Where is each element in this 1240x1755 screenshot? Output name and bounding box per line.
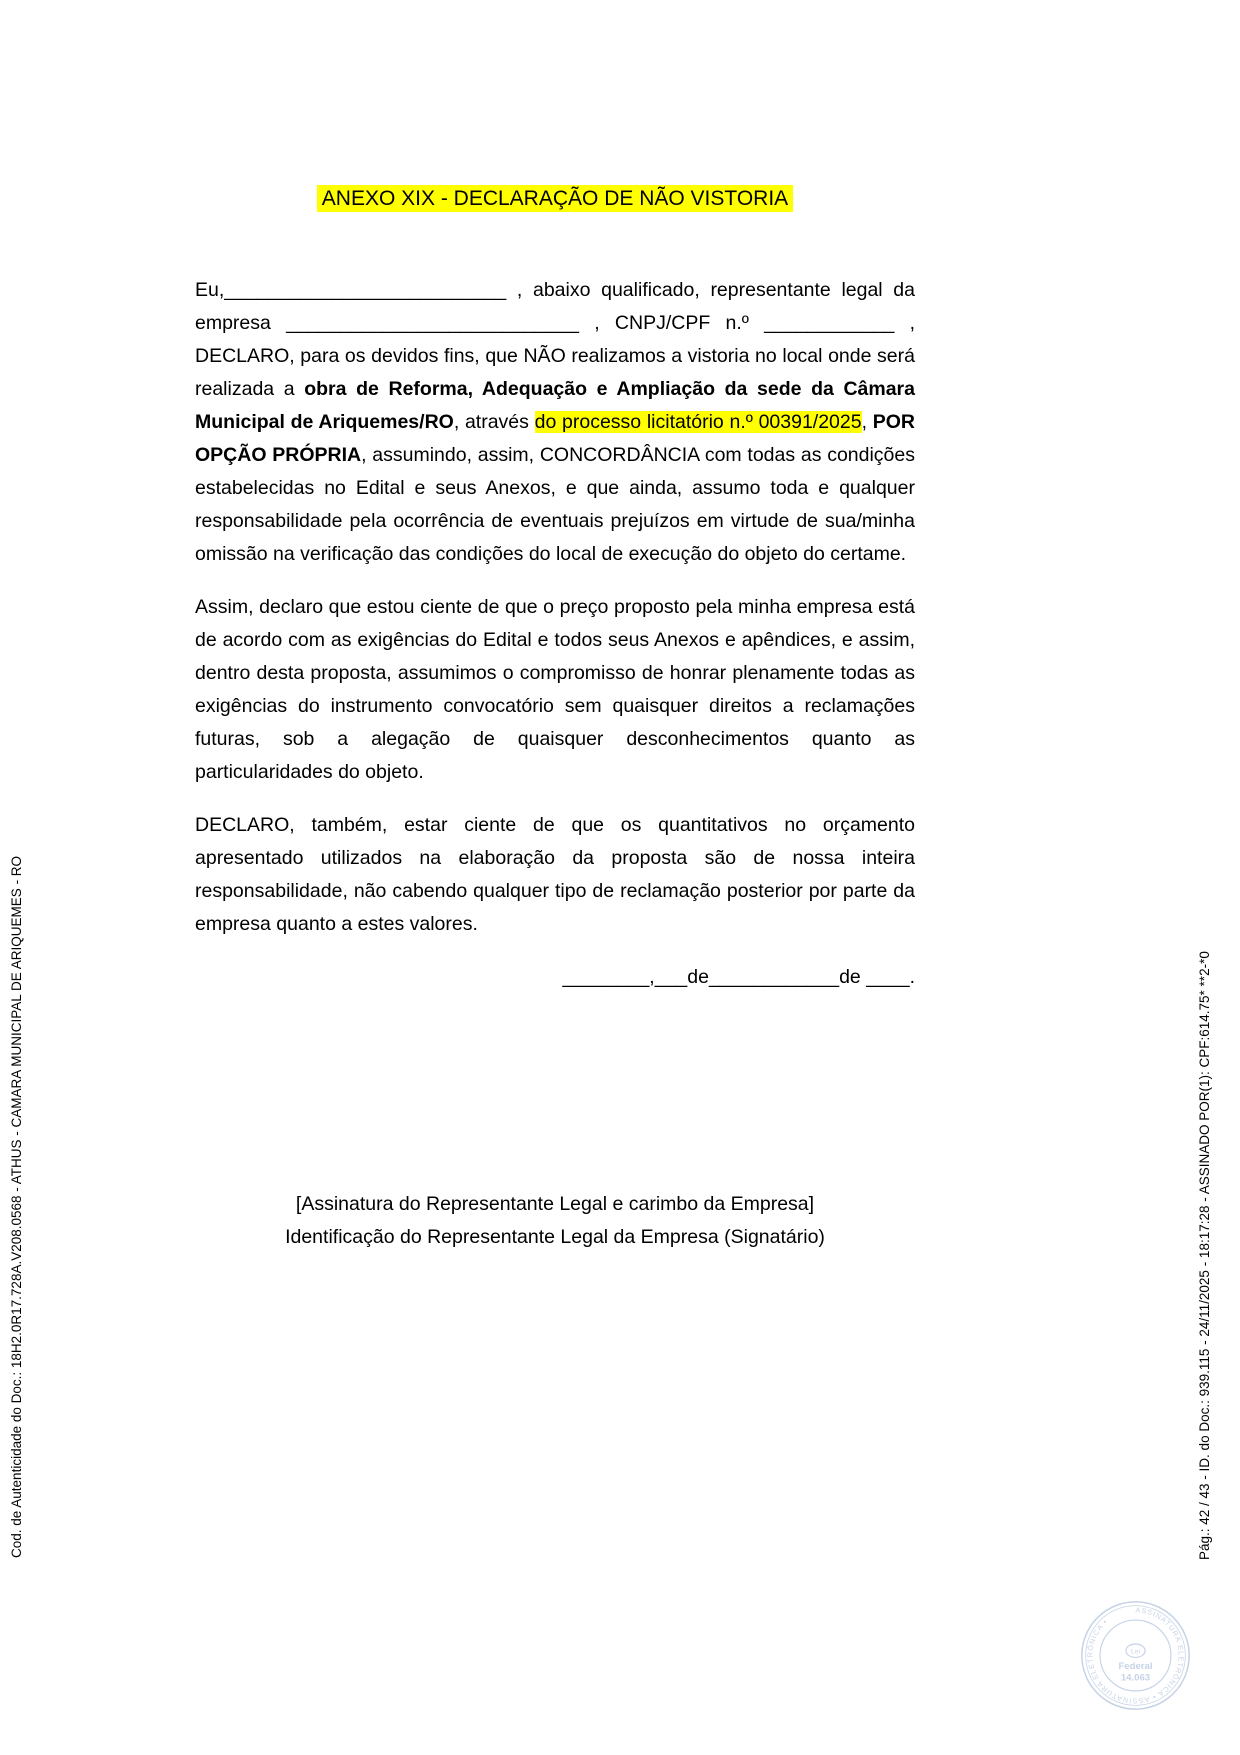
date-blank-line: ________,___de____________de ____. <box>562 966 915 988</box>
p1-opcao-bold-run: POR OPÇÃO PRÓPRIA <box>195 411 915 466</box>
p1-comma-run: , <box>861 411 873 433</box>
p1-atraves-run: , através <box>453 411 535 433</box>
paragraph-price-agreement: Assim, declaro que estou ciente de que o preço proposto pela minha empresa está de acordo com as exigências do Edital e todos seus Anexos e apêndices, e assim, dentro desta proposta, assumimos o compromisso de honrar plenamente todas as exigências do instrumento convocatório sem quaisquer direitos a reclamações futuras, sob a alegação de quaisquer desconhecimentos quanto as particularidades do objeto. <box>195 596 915 783</box>
seal-federal-text: Federal <box>1118 1660 1153 1672</box>
seal-rim-text: ASSINATURA ELETRÔNICA • ASSINATURA ELETRÔNICA • <box>1086 1606 1185 1705</box>
p1-processo-highlight-run: do processo licitatório n.º 00391/2025 <box>534 411 862 433</box>
paragraph-quantities: DECLARO, também, estar ciente de que os quantitativos no orçamento apresentado utilizados na elaboração da proposta são de nossa inteira responsabilidade, não cabendo qualquer tipo de reclamação posterior por parte da empresa quanto a estes valores. <box>195 814 915 935</box>
page-id-signature-vertical-text: Pág.: 42 / 43 - ID. do Doc.: 939.115 - 24/11/2025 - 18:17:28 - ASSINADO POR(1): CPF:614.75* **2-*0 <box>1197 951 1212 1560</box>
document-title: ANEXO XIX - DECLARAÇÃO DE NÃO VISTORIA <box>317 185 793 212</box>
authenticity-code-vertical-text: Cod. de Autenticidade do Doc.: 18H2.0R17.728A.V208.0568 - ATHUS - CAMARA MUNICIPAL DE ARIQUEMES - RO <box>9 855 24 1558</box>
signature-block <box>195 1188 915 1254</box>
p1-obra-bold-run: obra de Reforma, Adequação e Ampliação da sede da Câmara Municipal de Ariquemes/RO <box>195 378 915 433</box>
seal-law-number-text: 14.063 <box>1120 1672 1151 1684</box>
seal-lei-text: Lei <box>1131 1648 1140 1656</box>
electronic-signature-seal-icon <box>1078 1598 1193 1713</box>
document-body <box>195 182 915 1254</box>
signature-line-2: Identificação do Representante Legal da Empresa (Signatário) <box>285 1226 825 1248</box>
paragraph-declaration <box>195 274 915 571</box>
p1-intro-run: Eu,__________________________ , abaixo qualificado, representante legal da empresa ___________________________ , CNPJ/CPF n.º ____________ , DECLARO, para os devidos fins, que NÃO realizamos a vistoria no local onde será realizada a <box>195 279 915 400</box>
title-row <box>195 182 915 216</box>
signature-line-1: [Assinatura do Representante Legal e carimbo da Empresa] <box>295 1193 815 1215</box>
p1-closing-run: , assumindo, assim, CONCORDÂNCIA com todas as condições estabelecidas no Edital e seus Anexos, e que ainda, assumo toda e qualquer responsabilidade pela ocorrência de eventuais prejuízos em virtude de sua/minha omissão na verificação das condições do local de execução do objeto do certame. <box>195 444 916 565</box>
